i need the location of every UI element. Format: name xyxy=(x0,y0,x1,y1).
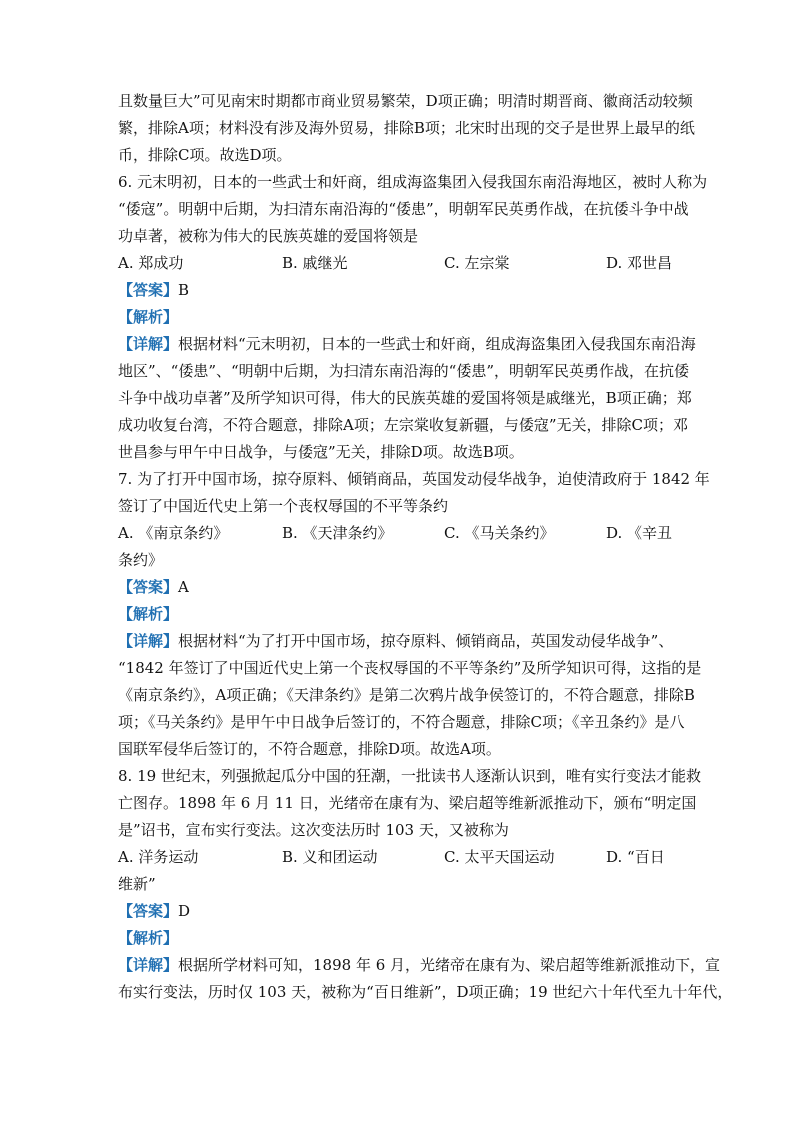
option-b: B. 戚继光 xyxy=(282,254,348,272)
question-stem-line: 7. 为了打开中国市场，掠夺原料、倾销商品，英国发动侵华战争，迫使清政府于 1842 年 xyxy=(118,470,710,488)
answer-tag: 【答案】 xyxy=(118,578,179,596)
answer-line xyxy=(118,574,684,601)
intro-line: 繁，排除A项；材料没有涉及海外贸易，排除B项；北宋时出现的交子是世界上最早的纸 xyxy=(118,119,695,137)
analysis-line xyxy=(118,601,684,628)
detail-line xyxy=(118,628,684,655)
option-a: A. 《南京条约》 xyxy=(118,524,229,542)
detail-line: 项；《马关条约》是甲午中日战争后签订的，不符合题意，排除C项；《辛丑条约》是八 xyxy=(118,713,685,731)
question-8 xyxy=(118,763,733,1006)
question-7 xyxy=(118,466,710,763)
detail-text: 根据材料“为了打开中国市场，掠夺原料、倾销商品，英国发动侵华战争”、 xyxy=(178,632,674,650)
detail-line xyxy=(118,952,721,979)
option-d: D. “百日 xyxy=(606,848,665,866)
question-stem-line: 是”诏书，宣布实行变法。这次变法历时 103 天，又被称为 xyxy=(118,821,509,839)
detail-text: 根据材料“元末明初，日本的一些武士和奸商，组成海盗集团入侵我国东南沿海 xyxy=(178,335,696,353)
detail-line: “1842 年签订了中国近代史上第一个丧权辱国的不平等条约”及所学知识可得，这指的是 xyxy=(118,659,702,677)
detail-line: 地区”、“倭患”、“明朝中后期，为扫清东南沿海的“倭患”，明朝军民英勇作战，在抗倭 xyxy=(118,362,690,380)
option-a: A. 郑成功 xyxy=(118,254,184,272)
answer-line xyxy=(118,277,684,304)
document-content xyxy=(118,88,733,1006)
option-a: A. 洋务运动 xyxy=(118,848,199,866)
analysis-line xyxy=(118,304,684,331)
question-6 xyxy=(118,169,708,466)
detail-line xyxy=(118,331,696,358)
analysis-tag: 【解析】 xyxy=(118,308,179,326)
analysis-tag: 【解析】 xyxy=(118,605,179,623)
question-stem-line: 8. 19 世纪末，列强掀起瓜分中国的狂潮，一批读书人逐渐认识到，唯有实行变法才能救 xyxy=(118,767,701,785)
answer-value: A xyxy=(178,578,189,596)
detail-line: 斗争中战功卓著”及所学知识可得，伟大的民族英雄的爱国将领是戚继光，B项正确；郑 xyxy=(118,389,692,407)
answer-line xyxy=(118,898,684,925)
detail-text: 根据所学材料可知，1898 年 6 月，光绪帝在康有为、梁启超等维新派推动下，宣 xyxy=(178,956,721,974)
detail-tag: 【详解】 xyxy=(118,335,179,353)
option-c: C. 《马关条约》 xyxy=(444,524,555,542)
option-c: C. 左宗棠 xyxy=(444,254,510,272)
option-c: C. 太平天国运动 xyxy=(444,848,555,866)
detail-tag: 【详解】 xyxy=(118,632,179,650)
detail-line: 布实行变法，历时仅 103 天，被称为“百日维新”，D项正确；19 世纪六十年代至九十年代， xyxy=(118,983,733,1001)
option-d: D. 邓世昌 xyxy=(606,254,673,272)
option-overflow-line: 条约》 xyxy=(118,551,164,569)
question-stem-line: “倭寇”。明朝中后期，为扫清东南沿海的“倭患”，明朝军民英勇作战，在抗倭斗争中战 xyxy=(118,200,689,218)
intro-line: 且数量巨大”可见南宋时期都市商业贸易繁荣，D项正确；明清时期晋商、徽商活动较频 xyxy=(118,92,693,110)
options-row xyxy=(118,250,684,277)
analysis-line xyxy=(118,925,684,952)
options-row xyxy=(118,844,684,871)
question-stem-line: 亡图存。1898 年 6 月 11 日，光绪帝在康有为、梁启超等维新派推动下，颁布“明定国 xyxy=(118,794,697,812)
intro-line: 币，排除C项。故选D项。 xyxy=(118,146,292,164)
options-row xyxy=(118,520,684,547)
option-d: D. 《辛丑 xyxy=(606,524,673,542)
detail-line: 世昌参与甲午中日战争，与倭寇”无关，排除D项。故选B项。 xyxy=(118,443,524,461)
answer-value: B xyxy=(178,281,190,299)
answer-tag: 【答案】 xyxy=(118,281,179,299)
option-b: B. 义和团运动 xyxy=(282,848,378,866)
question-stem-line: 6. 元末明初，日本的一些武士和奸商，组成海盗集团入侵我国东南沿海地区，被时人称为 xyxy=(118,173,708,191)
detail-line: 国联军侵华后签订的，不符合题意，排除D项。故选A项。 xyxy=(118,740,501,758)
analysis-tag: 【解析】 xyxy=(118,929,179,947)
question-stem-line: 签订了中国近代史上第一个丧权辱国的不平等条约 xyxy=(118,497,449,515)
question-stem-line: 功卓著，被称为伟大的民族英雄的爱国将领是 xyxy=(118,227,419,245)
option-b: B. 《天津条约》 xyxy=(282,524,393,542)
detail-tag: 【详解】 xyxy=(118,956,179,974)
detail-line: 成功收复台湾，不符合题意，排除A项；左宗棠收复新疆，与倭寇”无关，排除C项；邓 xyxy=(118,416,688,434)
option-overflow-line: 维新” xyxy=(118,875,156,893)
detail-line: 《南京条约》，A项正确；《天津条约》是第二次鸦片战争侯签订的，不符合题意，排除B xyxy=(118,686,695,704)
answer-value: D xyxy=(178,902,191,920)
answer-tag: 【答案】 xyxy=(118,902,179,920)
